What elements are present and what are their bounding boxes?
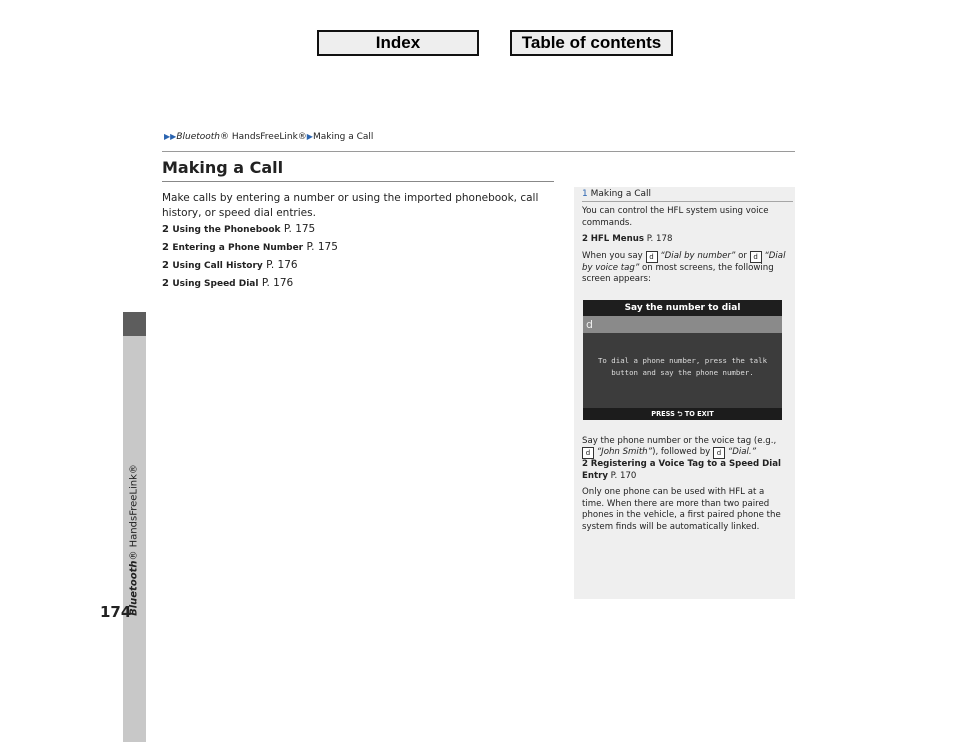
screen-status-band: [583, 316, 782, 333]
link-label: Using Call History: [172, 261, 263, 271]
note-paragraph: When you say d “Dial by number” or d “Dial by voice tag” on most screens, the following screen appears:: [582, 250, 786, 284]
back-icon: ⮌: [677, 410, 683, 418]
link-entering-phone-number[interactable]: [162, 240, 338, 258]
note-number: 1: [582, 189, 588, 199]
link-page: P. 175: [306, 241, 338, 253]
talk-button-icon: d: [646, 251, 658, 263]
link-page: P. 176: [261, 277, 294, 289]
note-paragraph: You can control the HFL system using voice commands.: [582, 206, 769, 228]
reference-arrow-icon: 2: [162, 242, 169, 253]
title-divider: [162, 181, 554, 182]
intro-text: Make calls by entering a number or using the imported phonebook, call history, or speed dial entries.: [162, 192, 539, 219]
breadcrumb-section: ® HandsFreeLink®: [220, 132, 307, 142]
link-using-speed-dial[interactable]: [162, 276, 338, 294]
reference-arrow-icon: 2: [582, 234, 588, 244]
index-button[interactable]: Index: [317, 30, 479, 56]
talk-button-icon: d: [713, 447, 725, 459]
reference-arrow-icon: 2: [162, 278, 169, 289]
talk-icon: d: [586, 318, 593, 331]
table-of-contents-button[interactable]: Table of contents: [510, 30, 673, 56]
link-label: Using Speed Dial: [172, 279, 259, 289]
header-divider: [162, 151, 795, 152]
breadcrumb-section-em: Bluetooth: [176, 132, 221, 142]
section-tab-marker: [123, 312, 146, 336]
link-page: P. 176: [266, 259, 298, 271]
breadcrumb-page: Making a Call: [312, 132, 374, 142]
screen-message: To dial a phone number, press the talk button and say the phone number.: [597, 356, 768, 377]
note-reference-hfl-menus[interactable]: 2 HFL Menus P. 178: [582, 234, 673, 244]
link-label: Using the Phonebook: [172, 225, 281, 235]
link-using-phonebook[interactable]: [162, 222, 338, 240]
talk-button-icon: d: [582, 447, 594, 459]
cross-reference-list: [162, 222, 338, 294]
note-paragraph: Say the phone number or the voice tag (e.g., d “John Smith”), followed by d “Dial.”: [582, 435, 777, 457]
screen-title: Say the number to dial: [583, 300, 782, 316]
link-page: P. 175: [283, 223, 316, 235]
link-label: Entering a Phone Number: [172, 243, 304, 253]
section-side-label: Bluetooth® HandsFreeLink®: [128, 464, 140, 616]
reference-arrow-icon: 2: [162, 260, 169, 271]
talk-button-icon: d: [750, 251, 762, 263]
screen-exit-hint: PRESS ⮌ TO EXIT: [583, 408, 782, 420]
note-paragraph: Only one phone can be used with HFL at a time. When there are more than two paired phones in the vehicle, a first paired phone the system finds will be automatically linked.: [582, 487, 781, 532]
breadcrumb: [164, 132, 373, 142]
breadcrumb-arrow-icon: ▶▶: [164, 132, 177, 141]
voice-screen-screenshot: [583, 300, 782, 420]
note-reference-voice-tag[interactable]: 2 Registering a Voice Tag to a Speed Dial Entry P. 170: [582, 459, 781, 481]
page-number: 174: [100, 603, 132, 621]
side-note-heading: 1 Making a Call: [582, 187, 793, 202]
breadcrumb-arrow-icon: ▶: [306, 132, 313, 141]
link-using-call-history[interactable]: [162, 258, 338, 276]
page-title: Making a Call: [162, 158, 284, 177]
reference-arrow-icon: 2: [582, 459, 588, 469]
reference-arrow-icon: 2: [162, 224, 169, 235]
